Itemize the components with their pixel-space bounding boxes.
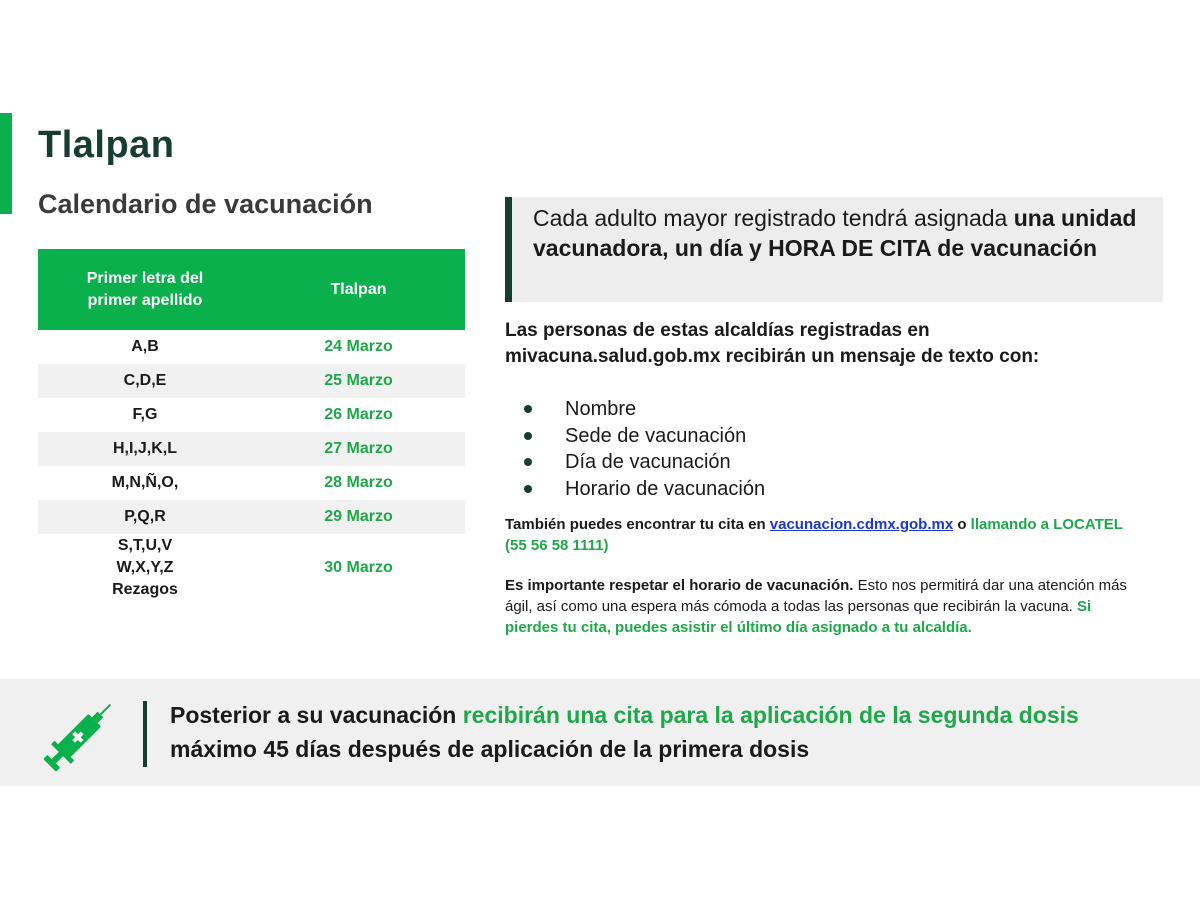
bullet-icon [524,432,532,440]
list-item [520,423,765,450]
second-dose-lead: Posterior a su vacunación [170,702,463,728]
table-row [38,466,465,500]
header-alcaldia: Tlalpan [252,249,465,330]
row-letters-line3: Rezagos [112,581,178,598]
find-appointment-lead: También puedes encontrar tu cita en [505,516,770,533]
important-note [505,575,1145,638]
row-letters: P,Q,R [38,500,252,534]
second-dose-highlight: recibirán una cita para la aplicación de la segunda dosis [462,702,1079,728]
callout-text [533,203,1153,263]
second-dose-text [170,698,1160,766]
list-item-label: Nombre [565,398,637,420]
row-letters: C,D,E [38,364,252,398]
bullet-icon [524,485,532,493]
row-letters-line2: W,X,Y,Z [116,559,174,576]
table-row [38,330,465,364]
row-date: 24 Marzo [324,338,393,355]
row-letters: H,I,J,K,L [38,432,252,466]
row-date: 26 Marzo [324,406,393,423]
important-note-bold: Es importante respetar el horario de vacunación. [505,577,854,594]
table-row [38,364,465,398]
callout-text-regular: Cada adulto mayor registrado tendrá asignada [533,205,1014,231]
table-row [38,432,465,466]
title-accent-bar [0,113,12,214]
row-letters: F,G [132,406,158,423]
list-item-label: Día de vacunación [565,451,731,473]
vaccination-schedule-table [38,249,465,602]
bullet-icon [524,405,532,413]
sms-intro-text: Las personas de estas alcaldías registradas en mivacuna.salud.gob.mx recibirán un mensaje de texto con: [505,320,1040,367]
row-letters [38,534,252,602]
sms-content-list [520,396,765,502]
row-date: 28 Marzo [324,474,393,491]
row-date: 29 Marzo [252,500,465,534]
bullet-icon [524,458,532,466]
callout-text-bold: una unidad vacunadora, un día y HORA DE CITA de vacunación [533,205,1137,261]
row-date: 30 Marzo [324,559,393,576]
second-dose-tail: máximo 45 días después de aplicación de la primera dosis [170,736,810,762]
vacunacion-cdmx-link[interactable]: vacunacion.cdmx.gob.mx [769,516,954,533]
missed-appointment-note: Si pierdes tu cita, puedes asistir el último día asignado a tu alcaldía. [505,598,1092,636]
table-row [38,398,465,432]
find-appointment-text [505,514,1145,556]
find-appointment-or: o [953,516,971,533]
row-date: 27 Marzo [252,432,465,466]
row-date: 25 Marzo [252,364,465,398]
list-item [520,476,765,503]
row-letters-line1: S,T,U,V [117,537,173,554]
appointment-callout [505,197,1163,302]
page-subtitle: Calendario de vacunación [38,189,373,219]
list-item-label: Horario de vacunación [565,477,766,500]
row-letters: M,N,Ñ,O, [111,474,179,491]
callout-accent-bar [505,197,512,302]
page-title: Tlalpan [38,124,175,166]
list-item-label: Sede de vacunación [565,424,747,447]
table-row [38,500,465,534]
header-first-letter-line2: primer apellido [87,291,203,309]
important-note-body: Esto nos permitirá dar una atención más ágil, así como una espera más cómoda a todas las personas que recibirán la vacuna. [505,577,1127,615]
locatel-phone-text: llamando a LOCATEL (55 56 58 1111) [505,516,1123,554]
table-row [38,534,465,602]
table-header-row [38,249,465,330]
row-letters: A,B [131,338,159,355]
list-item [520,449,765,476]
banner-divider [143,701,147,767]
header-first-letter [38,249,252,330]
list-item [520,396,765,423]
syringe-icon [35,690,125,780]
header-first-letter-line1: Primer letra del [86,269,204,287]
